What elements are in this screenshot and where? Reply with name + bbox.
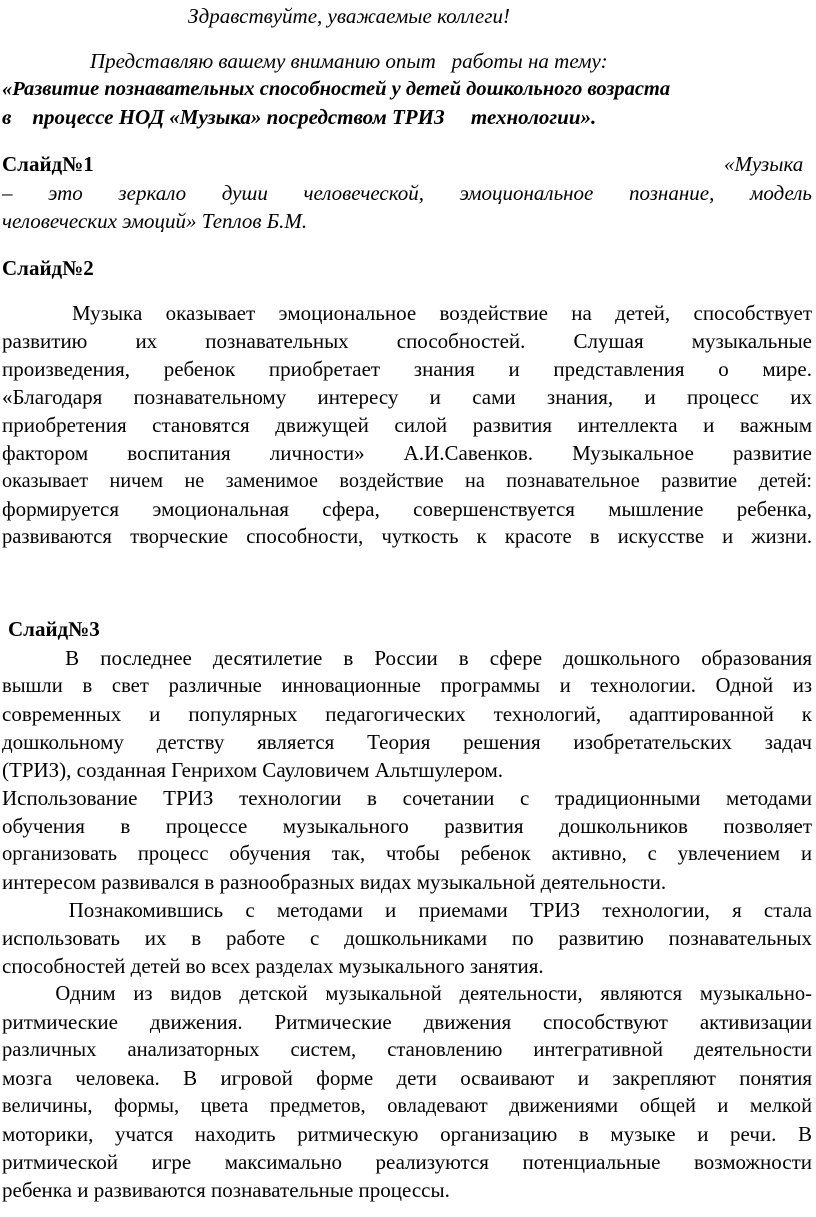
topic-title-line-2: в процессе НОД «Музыка» посредством ТРИЗ технологии». — [2, 105, 597, 129]
slide3-line: различных анализаторных систем, становлению интегративной деятельности — [2, 1039, 812, 1061]
slide3-line: Познакомившись с методами и приемами ТРИЗ технологии, я стала — [2, 898, 812, 922]
slide3-line: вышли в свет различные инновационные программы и технологии. Одной из — [2, 675, 812, 697]
slide3-line: обучения в процессе музыкального развития дошкольников позволяет — [2, 814, 812, 838]
slide3-line: мозга человека. В игровой форме дети осваивают и закрепляют понятия — [2, 1066, 812, 1090]
slide3-heading: Слайд№3 — [8, 617, 100, 641]
intro-line: Представляю вашему вниманию опыт работы на тему: — [90, 49, 608, 73]
slide2-line: развитию их познавательных способностей. Слушая музыкальные — [2, 329, 812, 353]
slide1-quote-open: «Музыка — [724, 152, 804, 176]
slide2-line: фактором воспитания личности» А.И.Савенков. Музыкальное развитие — [2, 441, 812, 465]
slide3-line: интересом развивался в разнообразных видах музыкальной деятельности. — [2, 870, 667, 894]
slide3-line: ритмические движения. Ритмические движения способствуют активизации — [2, 1010, 812, 1034]
slide3-line: организовать процесс обучения так, чтобы ребенок активно, с увлечением и — [2, 843, 812, 865]
greeting-line: Здравствуйте, уважаемые коллеги! — [188, 4, 510, 28]
slide1-quote-line-3: человеческих эмоций» Теплов Б.М. — [2, 209, 308, 233]
slide3-line: способностей детей во всех разделах музыкального занятия. — [2, 954, 544, 978]
slide2-line: формируется эмоциональная сфера, совершенствуется мышление ребенка, — [2, 497, 812, 521]
slide2-heading: Слайд№2 — [2, 256, 94, 280]
slide3-line: В последнее десятилетие в России в сфере дошкольного образования — [2, 646, 812, 670]
slide2-line: приобретения становятся движущей силой развития интеллекта и важным — [2, 413, 812, 437]
slide2-line: Музыка оказывает эмоциональное воздействие на детей, способствует — [2, 301, 812, 325]
slide2-line: оказывает ничем не заменимое воздействие на познавательное развитие детей: — [2, 470, 812, 492]
slide3-line: ребенка и развиваются познавательные процессы. — [2, 1178, 450, 1202]
slide2-line: развиваются творческие способности, чуткость к красоте в искусстве и жизни. — [2, 526, 812, 548]
slide3-line: величины, формы, цвета предметов, овладевают движениями общей и мелкой — [2, 1095, 812, 1117]
slide3-line: Одним из видов детской музыкальной деятельности, являются музыкально- — [2, 983, 812, 1005]
slide3-line: ритмической игре максимально реализуются потенциальные возможности — [2, 1150, 812, 1174]
slide3-line: Использование ТРИЗ технологии в сочетании с традиционными методами — [2, 786, 812, 810]
slide2-line: произведения, ребенок приобретает знания и представления о мире. — [2, 357, 812, 381]
slide1-quote-line-2: – это зеркало души человеческой, эмоциональное познание, модель — [2, 181, 812, 205]
slide3-line: дошкольному детству является Теория решения изобретательских задач — [2, 730, 812, 754]
slide2-line: «Благодаря познавательному интересу и сами знания, и процесс их — [2, 385, 812, 409]
slide3-line: использовать их в работе с дошкольниками по развитию познавательных — [2, 926, 812, 950]
topic-title-line-1: «Развитие познавательных способностей у детей дошкольного возраста — [2, 78, 671, 100]
slide3-line: (ТРИЗ), созданная Генрихом Сауловичем Альтшулером. — [2, 758, 503, 782]
slide1-heading: Слайд№1 — [2, 152, 94, 176]
slide3-line: современных и популярных педагогических технологий, адаптированной к — [2, 702, 812, 726]
slide3-line: моторики, учатся находить ритмическую организацию в музыке и речи. В — [2, 1122, 812, 1146]
